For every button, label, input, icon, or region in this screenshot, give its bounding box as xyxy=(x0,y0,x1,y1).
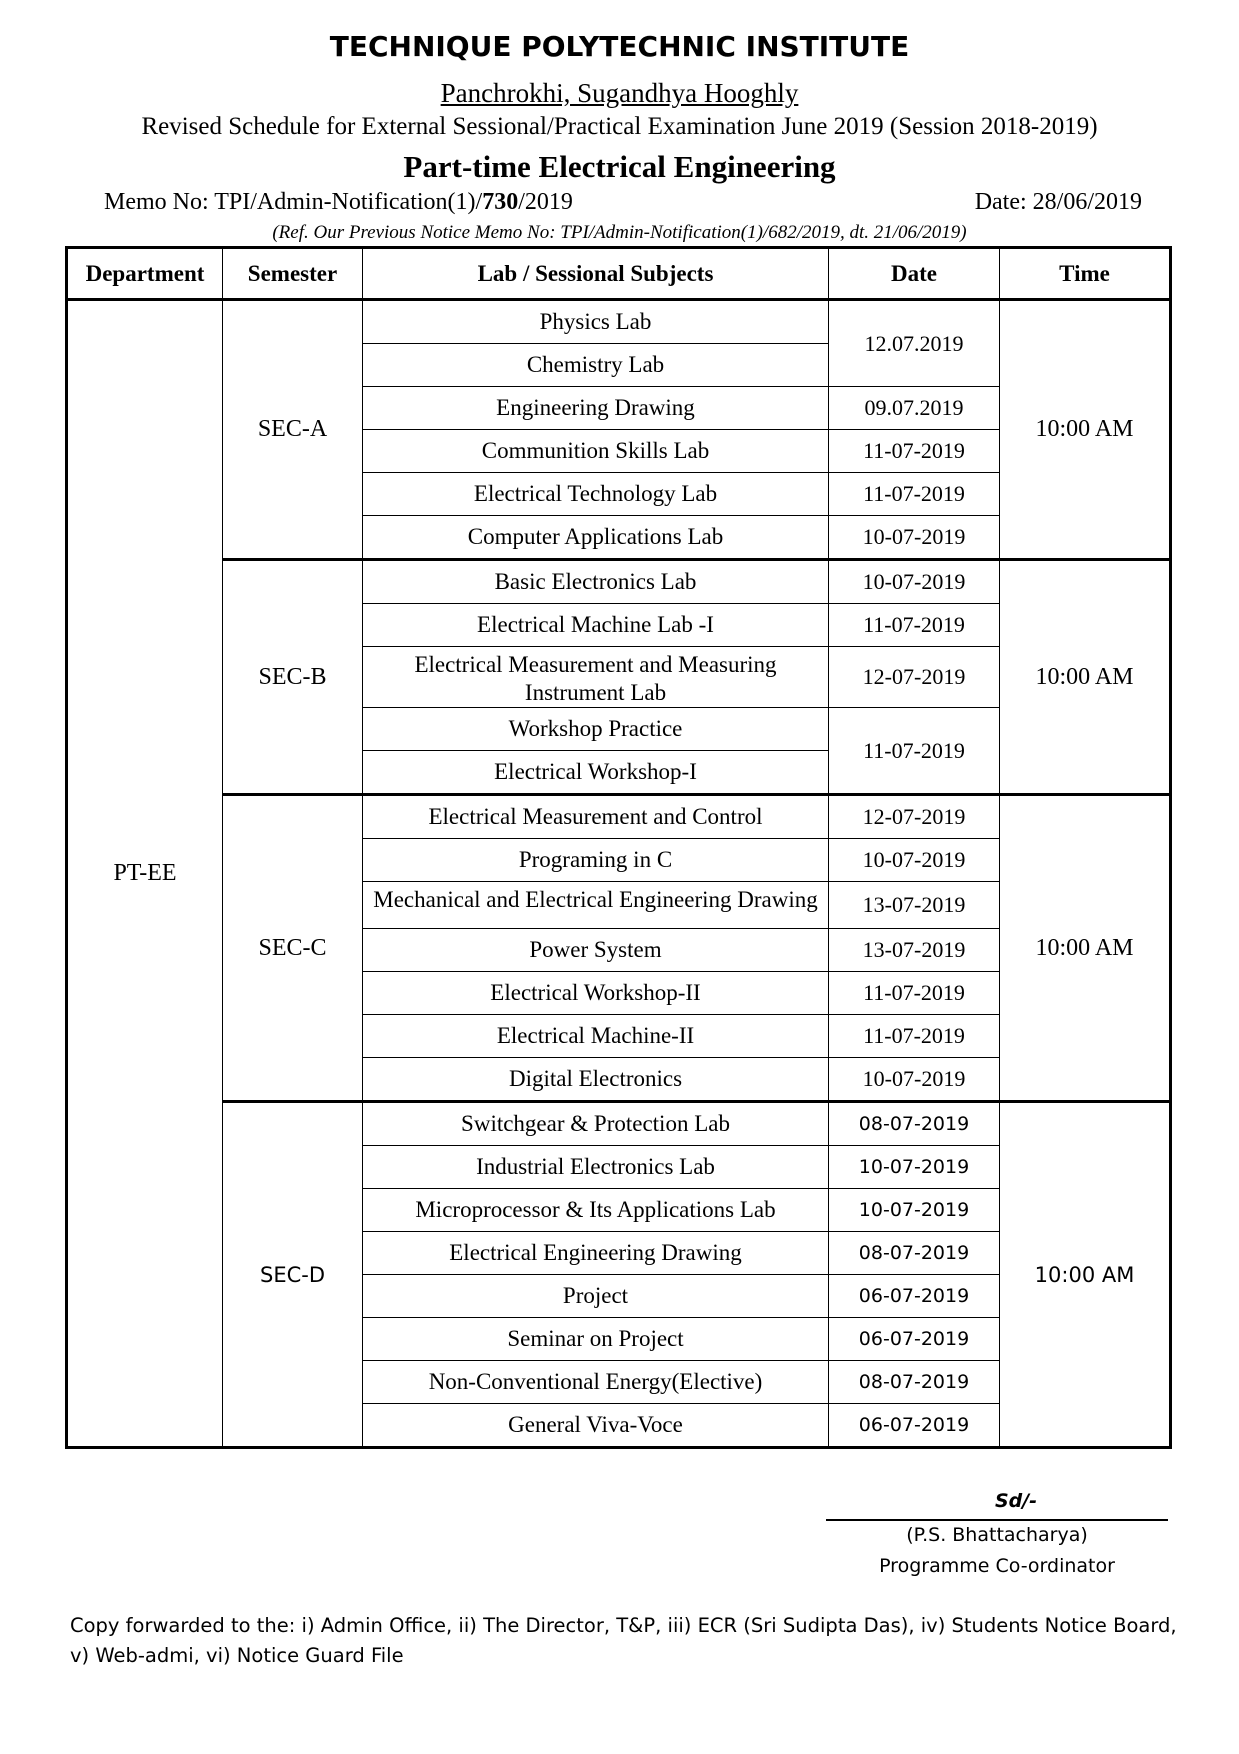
subject-cell: Electrical Workshop-II xyxy=(363,972,829,1015)
subject-cell: Physics Lab xyxy=(363,300,829,344)
time-cell-sec-c: 10:00 AM xyxy=(1000,795,1171,1102)
subject-cell: Mechanical and Electrical Engineering Drawing xyxy=(363,882,829,929)
subject-cell: Electrical Machine Lab -I xyxy=(363,604,829,647)
subject-cell: Engineering Drawing xyxy=(363,387,829,430)
date-cell: 12-07-2019 xyxy=(829,795,1000,839)
department-cell: PT-EE xyxy=(67,300,223,1448)
header-subjects: Lab / Sessional Subjects xyxy=(363,248,829,300)
date-cell: 08-07-2019 xyxy=(829,1102,1000,1146)
header-department: Department xyxy=(67,248,223,300)
table-row xyxy=(67,560,1171,604)
date-cell: 12-07-2019 xyxy=(829,647,1000,708)
table-row xyxy=(67,300,1171,344)
subject-cell: Power System xyxy=(363,929,829,972)
program-title: Part-time Electrical Engineering xyxy=(403,149,836,184)
table-row xyxy=(67,1102,1171,1146)
subject-cell: General Viva-Voce xyxy=(363,1404,829,1448)
subject-cell: Electrical Measurement and Measuring Instrument Lab xyxy=(363,647,829,708)
subject-cell: Programing in C xyxy=(363,839,829,882)
memo-date: Date: 28/06/2019 xyxy=(974,189,1142,215)
subject-cell: Electrical Technology Lab xyxy=(363,473,829,516)
subject-cell: Non-Conventional Energy(Elective) xyxy=(363,1361,829,1404)
date-cell: 10-07-2019 xyxy=(829,1146,1000,1189)
institute-address: Panchrokhi, Sugandhya Hooghly xyxy=(440,78,799,108)
memo-prefix: Memo No: TPI/Admin-Notification(1)/ xyxy=(104,189,483,215)
schedule-table xyxy=(65,246,1172,1449)
date-cell: 13-07-2019 xyxy=(829,929,1000,972)
date-cell: 08-07-2019 xyxy=(829,1232,1000,1275)
signatory-designation: Programme Co-ordinator xyxy=(879,1555,1115,1577)
date-cell: 09.07.2019 xyxy=(829,387,1000,430)
semester-cell-sec-c: SEC-C xyxy=(223,795,363,1102)
semester-cell-sec-a: SEC-A xyxy=(223,300,363,560)
date-cell: 10-07-2019 xyxy=(829,560,1000,604)
subject-cell: Chemistry Lab xyxy=(363,344,829,387)
date-cell: 06-07-2019 xyxy=(829,1275,1000,1318)
signatory-name: (P.S. Bhattacharya) xyxy=(906,1524,1088,1546)
signature-sd: Sd/- xyxy=(994,1490,1038,1512)
subject-cell: Electrical Measurement and Control xyxy=(363,795,829,839)
table-row xyxy=(67,795,1171,839)
subject-cell: Electrical Engineering Drawing xyxy=(363,1232,829,1275)
date-cell: 11-07-2019 xyxy=(829,473,1000,516)
header-time: Time xyxy=(1000,248,1171,300)
date-cell: 06-07-2019 xyxy=(829,1318,1000,1361)
subject-cell: Communition Skills Lab xyxy=(363,430,829,473)
subject-cell: Project xyxy=(363,1275,829,1318)
subject-cell: Workshop Practice xyxy=(363,708,829,751)
schedule-title: Revised Schedule for External Sessional/Practical Examination June 2019 (Session 2018-2019) xyxy=(141,113,1098,140)
subject-cell: Seminar on Project xyxy=(363,1318,829,1361)
memo-number-bold: 730 xyxy=(482,189,519,215)
header-date: Date xyxy=(829,248,1000,300)
date-cell: 11-07-2019 xyxy=(829,708,1000,795)
subject-cell: Microprocessor & Its Applications Lab xyxy=(363,1189,829,1232)
time-cell-sec-b: 10:00 AM xyxy=(1000,560,1171,795)
date-cell: 10-07-2019 xyxy=(829,516,1000,560)
subject-cell: Electrical Workshop-I xyxy=(363,751,829,795)
header-semester: Semester xyxy=(223,248,363,300)
time-cell-sec-a: 10:00 AM xyxy=(1000,300,1171,560)
table-header-row xyxy=(67,248,1171,300)
subject-cell: Computer Applications Lab xyxy=(363,516,829,560)
semester-cell-sec-d: SEC-D xyxy=(223,1102,363,1448)
date-cell: 10-07-2019 xyxy=(829,839,1000,882)
reference-note: (Ref. Our Previous Notice Memo No: TPI/Admin-Notification(1)/682/2019, dt. 21/06/2019) xyxy=(272,222,967,243)
subject-cell: Electrical Machine-II xyxy=(363,1015,829,1058)
date-cell: 10-07-2019 xyxy=(829,1058,1000,1102)
date-cell: 11-07-2019 xyxy=(829,430,1000,473)
subject-cell: Digital Electronics xyxy=(363,1058,829,1102)
institute-name: TECHNIQUE POLYTECHNIC INSTITUTE xyxy=(329,30,910,63)
semester-cell-sec-b: SEC-B xyxy=(223,560,363,795)
date-cell: 12.07.2019 xyxy=(829,300,1000,387)
subject-cell: Switchgear & Protection Lab xyxy=(363,1102,829,1146)
date-cell: 08-07-2019 xyxy=(829,1361,1000,1404)
date-cell: 11-07-2019 xyxy=(829,1015,1000,1058)
time-cell-sec-d: 10:00 AM xyxy=(1000,1102,1171,1448)
date-cell: 06-07-2019 xyxy=(829,1404,1000,1448)
date-cell: 13-07-2019 xyxy=(829,882,1000,929)
signature-line xyxy=(826,1519,1168,1521)
subject-cell: Industrial Electronics Lab xyxy=(363,1146,829,1189)
date-cell: 10-07-2019 xyxy=(829,1189,1000,1232)
subject-cell: Basic Electronics Lab xyxy=(363,560,829,604)
date-cell: 11-07-2019 xyxy=(829,972,1000,1015)
copy-forwarded-note: Copy forwarded to the: i) Admin Office, ii) The Director, T&P, iii) ECR (Sri Sudipta Das), iv) Students Notice Board, v) Web-admi, vi) Notice Guard File xyxy=(70,1614,1177,1667)
memo-number xyxy=(104,189,573,216)
date-cell: 11-07-2019 xyxy=(829,604,1000,647)
memo-suffix: /2019 xyxy=(518,189,573,215)
